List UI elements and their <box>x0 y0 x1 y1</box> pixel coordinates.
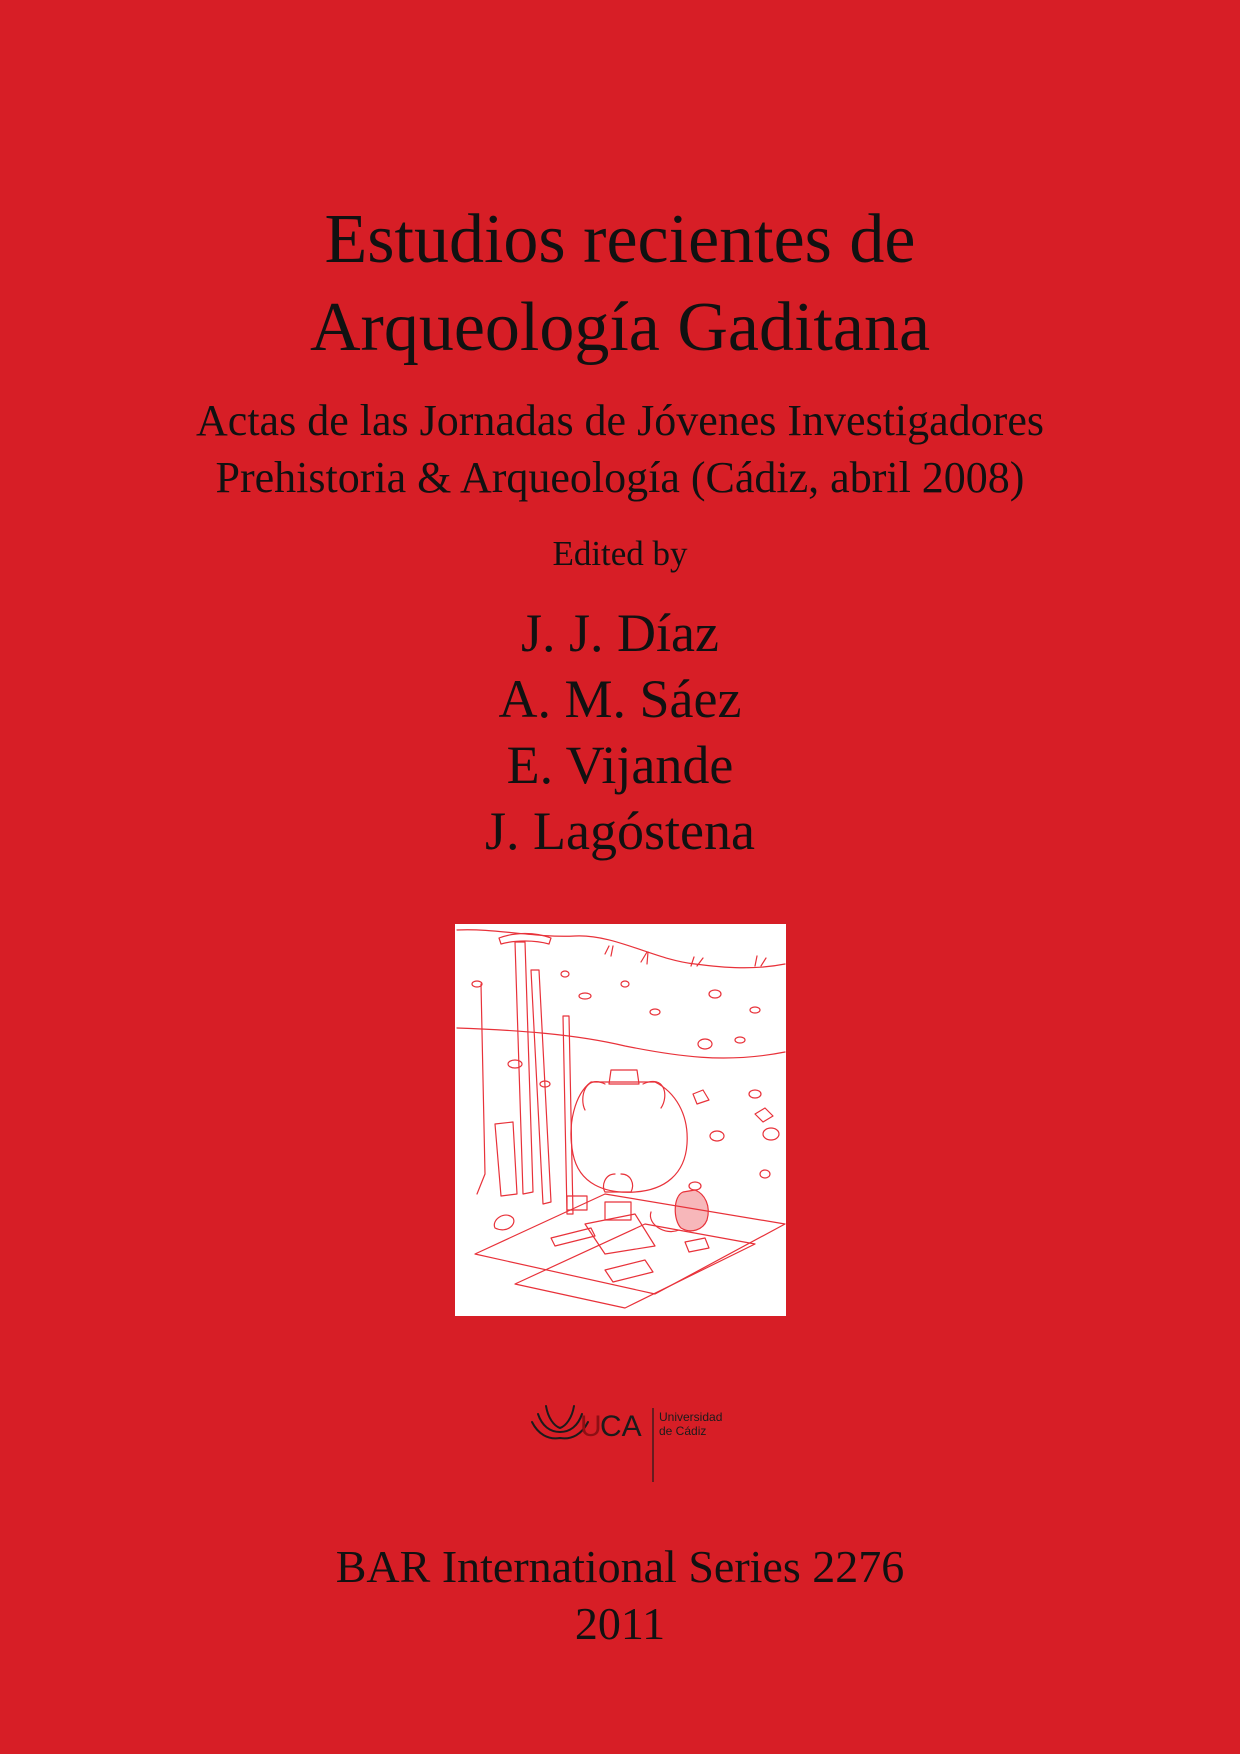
editor-name: A. M. Sáez <box>498 669 742 729</box>
editor-name: J. J. Díaz <box>521 603 719 663</box>
editor-name: J. Lagóstena <box>485 801 755 861</box>
cover-illustration <box>455 924 786 1316</box>
svg-text:U: U <box>580 1410 602 1443</box>
edited-by-label: Edited by <box>552 534 688 573</box>
editor-name: E. Vijande <box>506 735 734 795</box>
amphora-body <box>571 1082 687 1192</box>
svg-text:CA: CA <box>600 1410 642 1443</box>
book-title <box>0 196 1240 372</box>
excavation-drawing <box>455 924 786 1316</box>
subtitle-line-1: Actas de las Jornadas de Jóvenes Investigadores <box>196 396 1044 445</box>
series-block <box>0 1538 1240 1652</box>
measuring-rod <box>563 1016 573 1214</box>
soil-layer-line <box>457 1028 785 1058</box>
publication-year: 2011 <box>574 1598 666 1649</box>
logo-line-1: Universidad <box>659 1410 723 1424</box>
uca-logo <box>530 1404 740 1484</box>
title-line-2: Arqueología Gaditana <box>309 289 931 366</box>
book-subtitle <box>0 392 1240 506</box>
finds-sheet <box>475 1194 785 1294</box>
editors-list <box>0 600 1240 864</box>
title-line-1: Estudios recientes de <box>324 201 916 278</box>
decorated-vase <box>675 1190 708 1231</box>
logo-line-2: de Cádiz <box>659 1424 707 1438</box>
subtitle-line-2: Prehistoria & Arqueología (Cádiz, abril 2008) <box>215 453 1025 502</box>
series-name: BAR International Series 2276 <box>335 1541 905 1592</box>
shovel-blade <box>495 1122 517 1196</box>
